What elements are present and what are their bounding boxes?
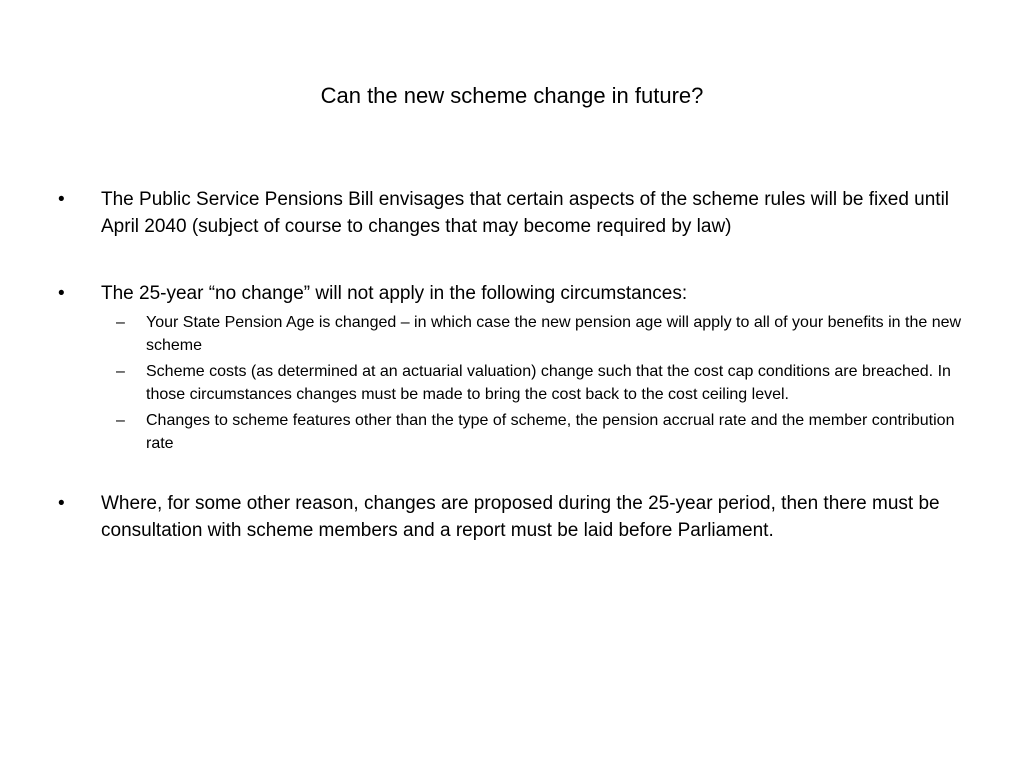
slide-title: Can the new scheme change in future? [320, 83, 704, 108]
sub-bullet-text: Your State Pension Age is changed – in which case the new pension age will apply to all of your benefits in the new scheme [146, 314, 962, 354]
bullet-text: Where, for some other reason, changes are proposed during the 25-year period, then there must be consultation with scheme members and a report must be laid before Parliament. [101, 493, 940, 541]
sub-bullet-item [58, 409, 968, 455]
bullet-text: The Public Service Pensions Bill envisages that certain aspects of the scheme rules will be fixed until April 2040 (subject of course to changes that may become required by law) [101, 189, 950, 237]
bullet-item [58, 490, 968, 544]
sub-bullet-text: Changes to scheme features other than the type of scheme, the pension accrual rate and the member contribution rate [146, 412, 955, 452]
sub-bullet-item [58, 311, 968, 357]
bullet-item [58, 186, 968, 240]
bullet-item [58, 280, 968, 307]
bullet-marker: • [58, 493, 65, 514]
sub-bullet-item [58, 360, 968, 406]
sub-bullet-marker: – [116, 314, 125, 331]
slide-body [58, 186, 968, 544]
bullet-marker: • [58, 189, 65, 210]
bullet-text: The 25-year “no change” will not apply in the following circumstances: [101, 283, 688, 304]
sub-bullet-marker: – [116, 412, 125, 429]
sub-bullet-marker: – [116, 363, 125, 380]
bullet-marker: • [58, 283, 65, 304]
sub-bullet-text: Scheme costs (as determined at an actuarial valuation) change such that the cost cap conditions are breached. In those circumstances changes must be made to bring the cost back to the cost ceiling level. [146, 363, 951, 403]
sub-bullet-list [58, 311, 968, 455]
